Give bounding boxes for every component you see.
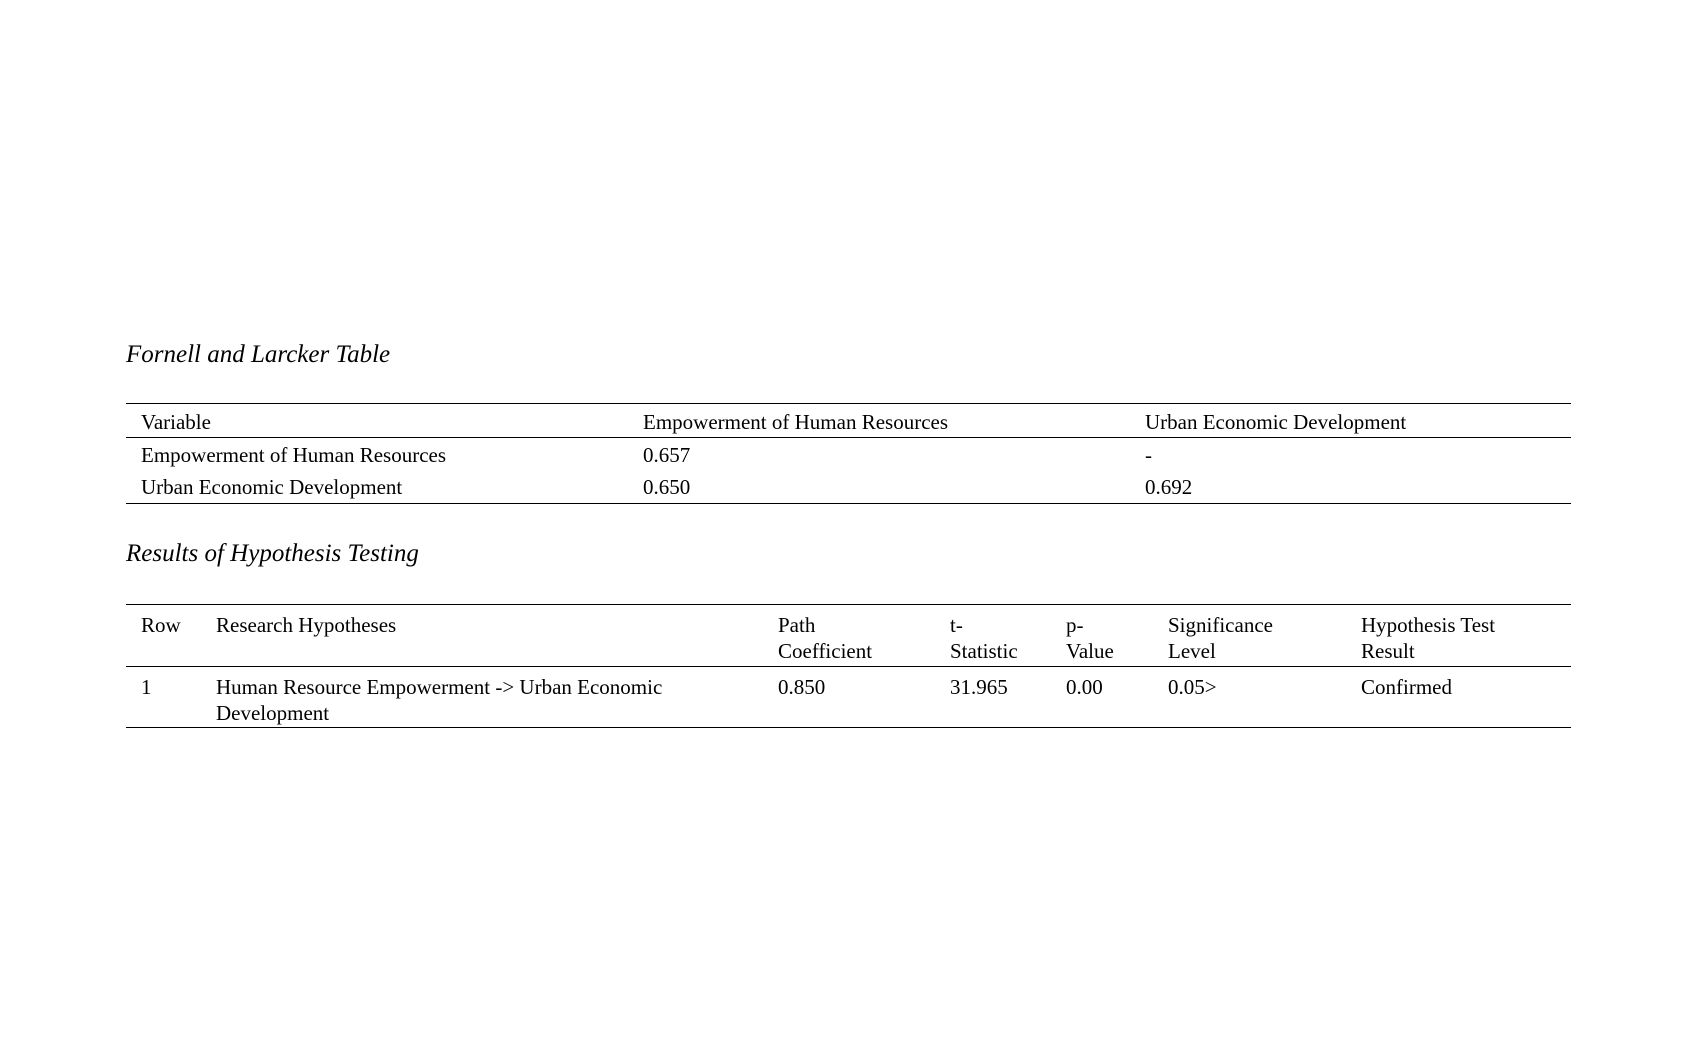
header-line: Result: [1361, 639, 1415, 663]
hypothesis-testing-table: [126, 604, 1571, 728]
header-line: Level: [1168, 639, 1216, 663]
column-header-significance-level: [1153, 605, 1346, 667]
header-line: p-: [1066, 613, 1084, 637]
header-line: t-: [950, 613, 963, 637]
p-value-cell: 0.00: [1066, 675, 1103, 699]
column-header-t-statistic: [935, 605, 1051, 667]
significance-level-cell: 0.05>: [1168, 675, 1217, 699]
table-header-row: [126, 404, 1571, 438]
row-label: Urban Economic Development: [141, 475, 403, 499]
header-line: Value: [1066, 639, 1114, 663]
table-cell: 0.650: [643, 475, 691, 499]
test-result-cell: Confirmed: [1361, 675, 1452, 699]
fornell-larcker-table: [126, 403, 1571, 504]
table-cell: -: [1145, 443, 1152, 467]
column-header-row: [126, 605, 201, 667]
column-header-test-result: [1346, 605, 1571, 667]
hypothesis-line: Development: [216, 701, 330, 725]
header-line: Significance: [1168, 613, 1273, 637]
header-line: Path: [778, 613, 816, 637]
column-header-path-coefficient: [763, 605, 935, 667]
table-row: [126, 471, 1571, 504]
column-header-hypotheses: [201, 605, 763, 667]
header-line: Research Hypotheses: [216, 613, 397, 637]
column-header-empowerment: Empowerment of Human Resources: [628, 404, 1130, 438]
row-label: Empowerment of Human Resources: [141, 443, 447, 467]
table-1-caption: Fornell and Larcker Table: [126, 341, 391, 368]
table-2-caption: Results of Hypothesis Testing: [126, 540, 419, 567]
t-statistic-cell: 31.965: [950, 675, 1008, 699]
hypothesis-cell: [201, 667, 763, 728]
column-header-urban-development: Urban Economic Development: [1130, 404, 1571, 438]
table-header-row: [126, 605, 1571, 667]
column-header-p-value: [1051, 605, 1153, 667]
column-header-variable: Variable: [126, 404, 628, 438]
header-line: Statistic: [950, 639, 1018, 663]
header-line: Hypothesis Test: [1361, 613, 1496, 637]
row-number: 1: [141, 675, 152, 699]
table-cell: 0.657: [643, 443, 691, 467]
header-line: Coefficient: [778, 639, 873, 663]
header-line: Row: [141, 613, 181, 637]
path-coefficient-cell: 0.850: [778, 675, 826, 699]
table-row: [126, 438, 1571, 472]
table-cell: 0.692: [1145, 475, 1193, 499]
table-row: [126, 667, 1571, 728]
hypothesis-line: Human Resource Empowerment -> Urban Economic: [216, 675, 663, 699]
